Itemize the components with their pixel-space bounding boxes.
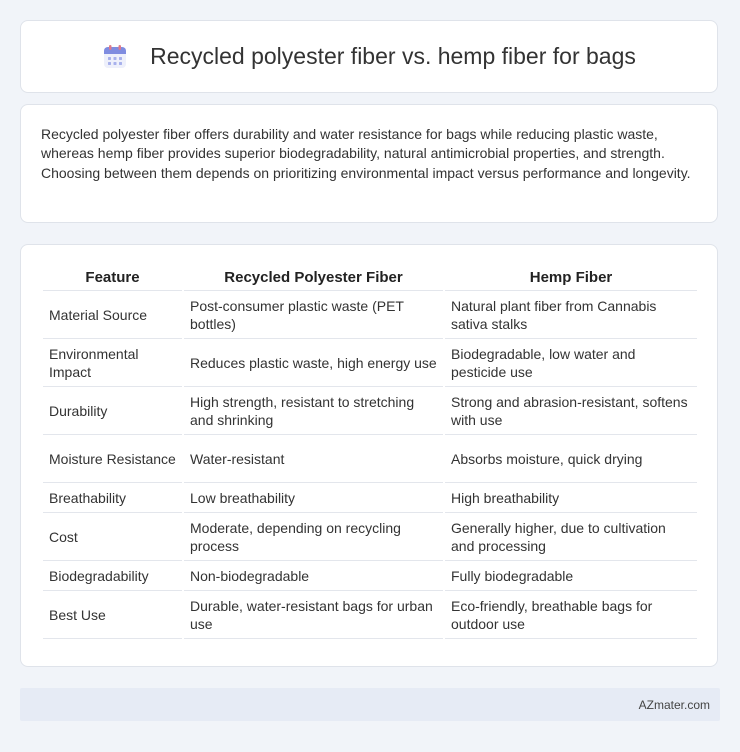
footer [20, 688, 720, 721]
column-header-hemp: Hemp Fiber [445, 263, 697, 291]
row-hemp: Eco-friendly, breathable bags for outdoor use [445, 591, 697, 639]
summary-text: Recycled polyester fiber offers durability and water resistance for bags while reducing plastic waste, whereas hemp fiber provides superior biodegradability, natural antimicrobial properties, and strength. Choosing between them depends on prioritizing environmental impact versus performance and longevity. [41, 126, 691, 181]
comparison-table [41, 263, 699, 639]
table-row [43, 387, 697, 435]
row-hemp: High breathability [445, 483, 697, 513]
row-hemp: Absorbs moisture, quick drying [445, 435, 697, 483]
row-feature: Environmental Impact [43, 339, 182, 387]
row-polyester: Moderate, depending on recycling process [184, 513, 443, 561]
row-polyester: Non-biodegradable [184, 561, 443, 591]
column-header-polyester: Recycled Polyester Fiber [184, 263, 443, 291]
table-row [43, 513, 697, 561]
row-polyester: Post-consumer plastic waste (PET bottles) [184, 291, 443, 339]
row-feature: Durability [43, 387, 182, 435]
table-header-row [43, 263, 697, 291]
row-feature: Material Source [43, 291, 182, 339]
row-feature: Moisture Resistance [43, 435, 182, 483]
table-row [43, 291, 697, 339]
row-polyester: Low breathability [184, 483, 443, 513]
row-hemp: Strong and abrasion-resistant, softens with use [445, 387, 697, 435]
table-row [43, 435, 697, 483]
calendar-icon [102, 44, 128, 70]
row-hemp: Fully biodegradable [445, 561, 697, 591]
row-feature: Biodegradability [43, 561, 182, 591]
row-polyester: Durable, water-resistant bags for urban use [184, 591, 443, 639]
row-polyester: High strength, resistant to stretching and shrinking [184, 387, 443, 435]
row-hemp: Generally higher, due to cultivation and processing [445, 513, 697, 561]
row-polyester: Water-resistant [184, 435, 443, 483]
title-card [20, 20, 718, 93]
summary-card [20, 104, 718, 223]
row-feature: Cost [43, 513, 182, 561]
row-feature: Breathability [43, 483, 182, 513]
comparison-table-card [20, 244, 718, 667]
row-hemp: Natural plant fiber from Cannabis sativa stalks [445, 291, 697, 339]
footer-brand-link[interactable]: AZmater.com [638, 697, 710, 712]
table-row [43, 483, 697, 513]
page-title: Recycled polyester fiber vs. hemp fiber for bags [150, 43, 636, 69]
table-row [43, 591, 697, 639]
table-row [43, 561, 697, 591]
table-row [43, 339, 697, 387]
row-feature: Best Use [43, 591, 182, 639]
row-polyester: Reduces plastic waste, high energy use [184, 339, 443, 387]
row-hemp: Biodegradable, low water and pesticide use [445, 339, 697, 387]
column-header-feature: Feature [43, 263, 182, 291]
